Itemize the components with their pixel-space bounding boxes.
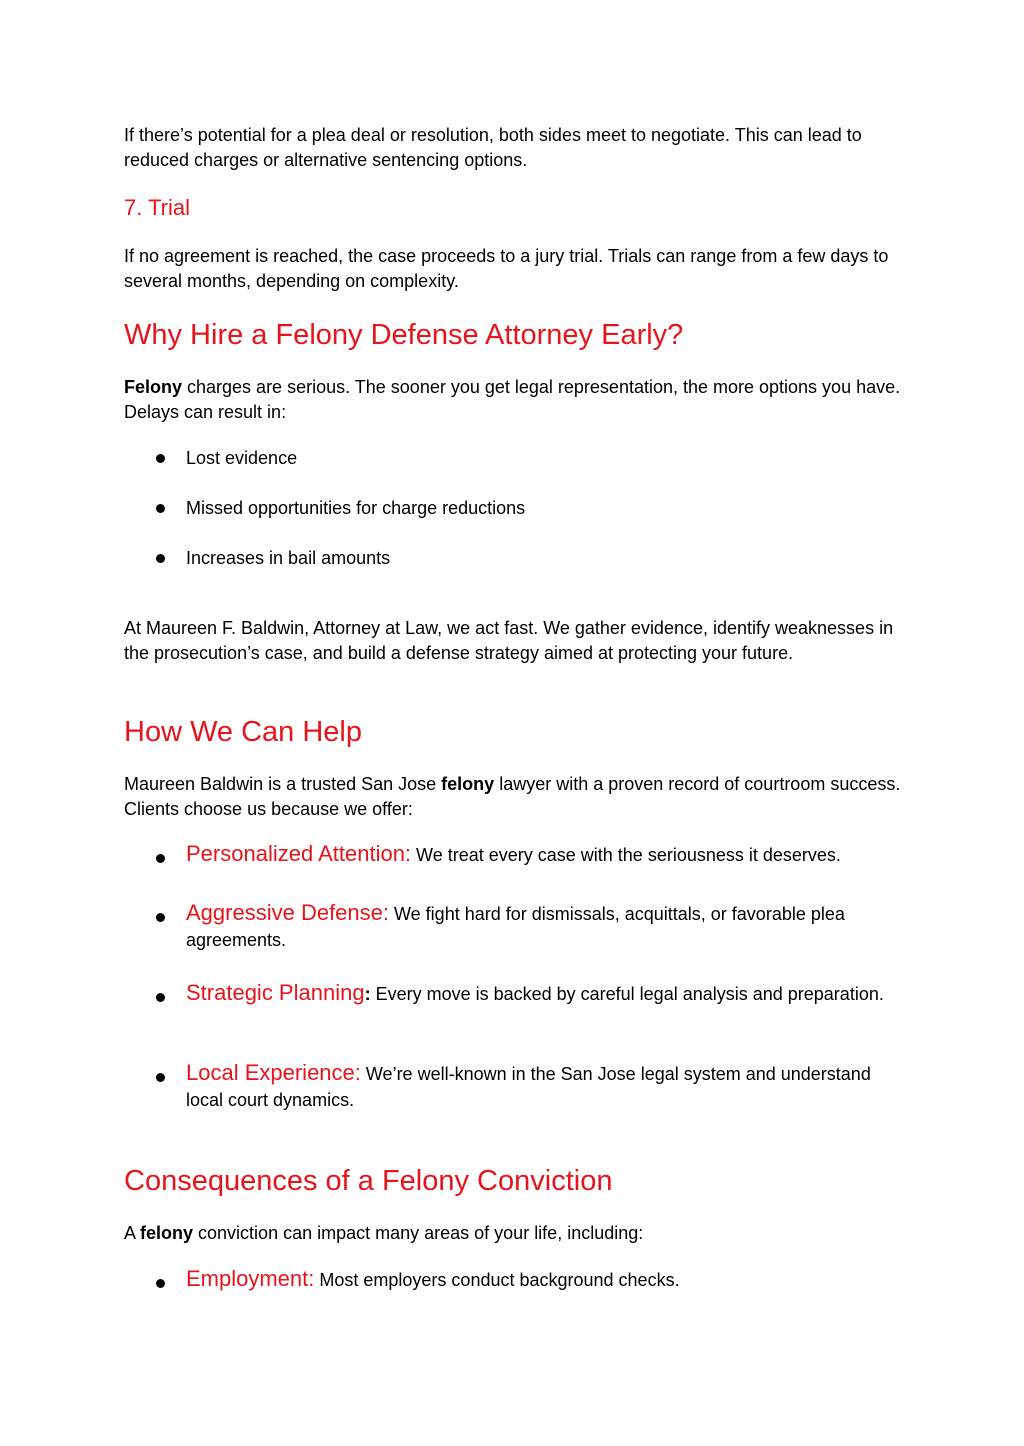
list-item-text: We’re well-known in the San Jose legal system and understand local court dynamics.: [186, 1064, 871, 1110]
consequences-lead: [124, 1221, 904, 1246]
trial-heading: 7. Trial: [124, 195, 191, 220]
why-hire-closing-text: At Maureen F. Baldwin, Attorney at Law, we act fast. We gather evidence, identify weaknesses in the prosecution’s case, and build a defense strategy aimed at protecting your future.: [124, 618, 894, 663]
how-help-lead: [124, 772, 904, 822]
list-item: [124, 545, 904, 571]
consequences-lead-after: conviction can impact many areas of your life, including:: [193, 1223, 644, 1243]
bullet-icon: [156, 993, 165, 1002]
consequences-lead-text: [124, 1221, 904, 1246]
trial-heading-block: [124, 194, 904, 222]
list-item-text: Every move is backed by careful legal analysis and preparation.: [370, 984, 884, 1004]
list-item-text: We treat every case with the seriousness it deserves.: [411, 845, 841, 865]
bullet-icon: [156, 504, 165, 513]
list-item-separator: :: [364, 984, 371, 1004]
list-item-text: Missed opportunities for charge reductions: [186, 498, 526, 518]
consequences-lead-before: A: [124, 1223, 141, 1243]
list-item-text: Lost evidence: [186, 448, 298, 468]
list-item: [124, 1060, 904, 1113]
why-hire-lead: [124, 375, 904, 425]
why-hire-heading: Why Hire a Felony Defense Attorney Early?: [124, 319, 684, 351]
list-item-text: We fight hard for dismissals, acquittals, or favorable plea agreements.: [186, 904, 845, 950]
list-item-title: Personalized Attention:: [186, 841, 412, 866]
felony-bold: Felony: [124, 377, 183, 397]
felony-bold: felony: [441, 774, 495, 794]
bullet-icon: [156, 1073, 165, 1082]
how-help-lead-text: [124, 772, 904, 822]
how-help-lead-before: Maureen Baldwin is a trusted San Jose: [124, 774, 442, 794]
why-hire-heading-block: [124, 317, 904, 353]
bullet-icon: [156, 854, 165, 863]
consequences-heading-block: [124, 1163, 904, 1199]
bullet-icon: [156, 913, 165, 922]
bullet-icon: [156, 554, 165, 563]
list-item-title: Strategic Planning: [186, 980, 365, 1005]
bullet-icon: [156, 1279, 165, 1288]
list-item-text: Most employers conduct background checks.: [314, 1270, 680, 1290]
list-item-text: Increases in bail amounts: [186, 548, 391, 568]
list-item: [124, 445, 904, 471]
why-hire-lead-rest: charges are serious. The sooner you get legal representation, the more options you have. Delays can result in:: [124, 377, 901, 422]
trial-paragraph: [124, 244, 904, 294]
felony-bold: felony: [140, 1223, 194, 1243]
consequences-heading: Consequences of a Felony Conviction: [124, 1165, 613, 1197]
list-item: [124, 1266, 904, 1293]
list-item: [124, 495, 904, 521]
list-item: [124, 980, 904, 1007]
list-item: [124, 900, 904, 953]
how-help-lead-after: lawyer with a proven record of courtroom success. Clients choose us because we offer:: [124, 774, 901, 819]
why-hire-closing: [124, 616, 904, 666]
why-hire-lead-text: [124, 375, 904, 425]
trial-paragraph-text: If no agreement is reached, the case proceeds to a jury trial. Trials can range from a few days to several months, depending on complexity.: [124, 246, 889, 291]
how-help-heading: How We Can Help: [124, 716, 363, 748]
bullet-icon: [156, 454, 165, 463]
list-item: [124, 841, 904, 868]
plea-paragraph-text: If there’s potential for a plea deal or resolution, both sides meet to negotiate. This can lead to reduced charges or alternative sentencing options.: [124, 125, 862, 170]
list-item-title: Employment:: [186, 1266, 315, 1291]
how-help-heading-block: [124, 714, 904, 750]
list-item-title: Aggressive Defense:: [186, 900, 389, 925]
plea-paragraph: [124, 123, 904, 173]
list-item-title: Local Experience:: [186, 1060, 361, 1085]
